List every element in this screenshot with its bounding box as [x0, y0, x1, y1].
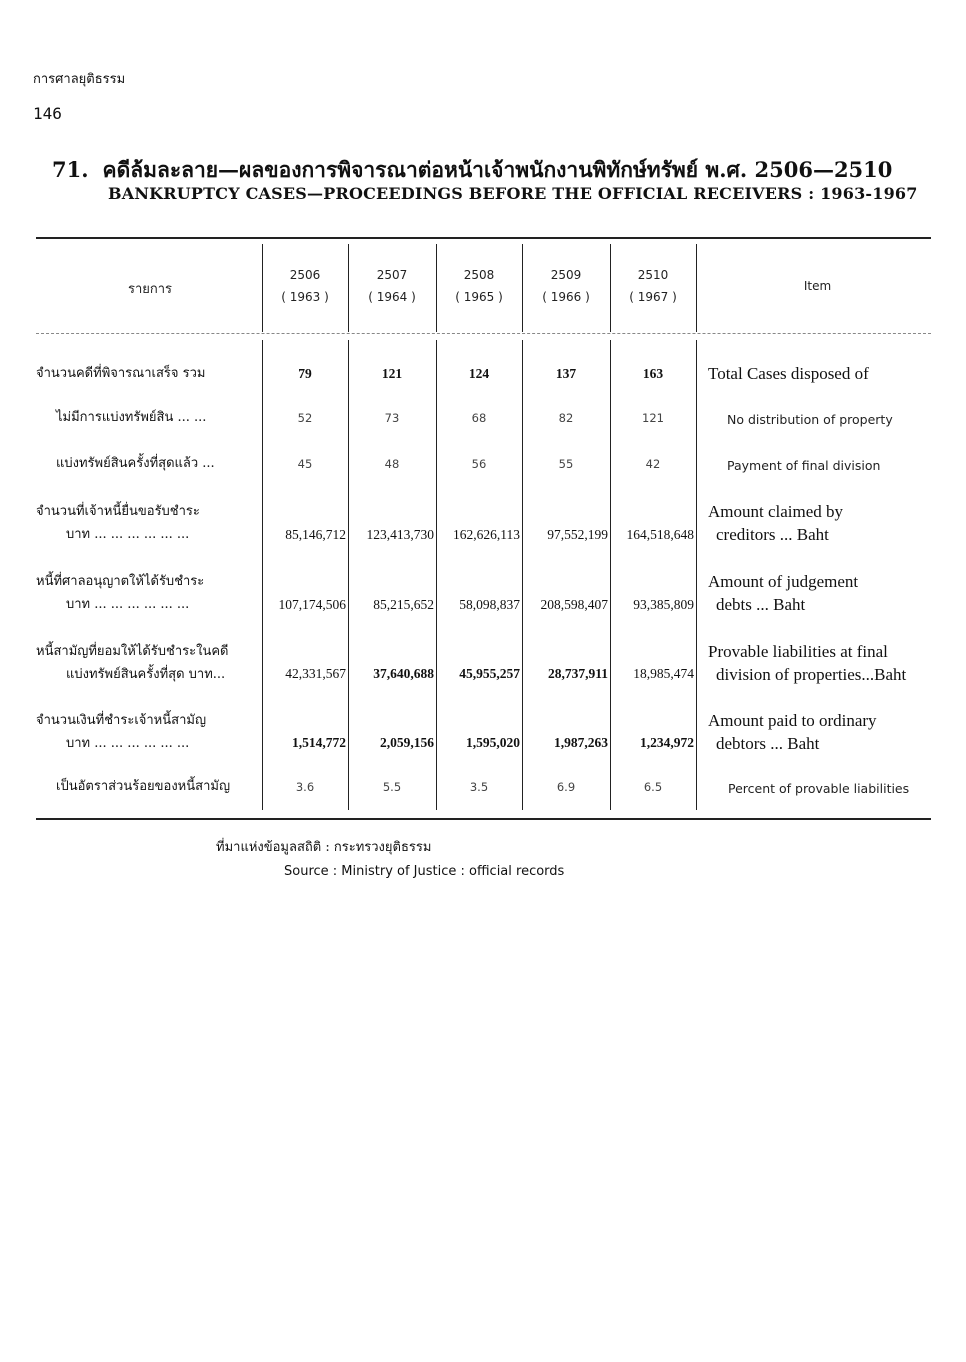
table-cell: 5.5 [382, 780, 402, 794]
table-top-rule [36, 237, 931, 239]
year-ce: ( 1965 ) [455, 290, 503, 304]
row-label-english: Payment of final division [727, 458, 881, 473]
year-be: 2507 [376, 268, 408, 282]
col-divider [696, 244, 697, 332]
header-divider [36, 333, 931, 334]
table-cell: 42,331,567 [285, 666, 346, 681]
table-cell: 3.5 [469, 780, 489, 794]
table-cell: 28,737,911 [547, 666, 608, 681]
table-cell: 48 [384, 457, 400, 471]
table-title-thai [52, 154, 892, 187]
table-cell: 42 [645, 457, 661, 471]
year-ce: ( 1964 ) [368, 290, 416, 304]
row-label-thai: หนี้ที่ศาลอนุญาตให้ได้รับชำระ บาท ... ... ... ... ... ... [36, 574, 205, 612]
table-cell: 6.9 [556, 780, 576, 794]
source-english: Source : Ministry of Justice : official records [284, 864, 565, 879]
row-label-english: Percent of provable liabilities [728, 781, 910, 796]
table-cell: 52 [297, 411, 313, 425]
row-label-thai: จำนวนเงินที่ชำระเจ้าหนี้สามัญ บาท ... ... ... ... ... ... [36, 713, 207, 751]
table-cell: 162,626,113 [453, 527, 520, 542]
table-cell: 55 [558, 457, 574, 471]
table-cell: 97,552,199 [547, 527, 608, 542]
item-thai-header: รายการ [127, 282, 173, 297]
row-label-thai: แบ่งทรัพย์สินครั้งที่สุดแล้ว ... [56, 456, 215, 471]
year-header [436, 268, 522, 304]
table-number: 71. [52, 157, 89, 182]
table-cell: 121 [642, 411, 664, 425]
table-cell: 68 [471, 411, 487, 425]
table-cell: 45 [297, 457, 313, 471]
col-divider [696, 340, 697, 810]
year-header [522, 268, 610, 304]
item-english-header: Item [803, 279, 832, 293]
table-title-english: BANKRUPTCY CASES—PROCEEDINGS BEFORE THE OFFICIAL RECEIVERS : 1963-1967 [108, 184, 918, 203]
row-label-thai: ไม่มีการแบ่งทรัพย์สิน ... ... [56, 410, 207, 425]
table-cell: 85,146,712 [285, 527, 346, 542]
table-cell: 58,098,837 [459, 597, 520, 612]
year-header [262, 268, 348, 304]
table-cell: 137 [555, 366, 577, 381]
table-cell: 56 [471, 457, 487, 471]
year-ce: ( 1966 ) [542, 290, 590, 304]
row-label-thai: หนี้สามัญที่ยอมให้ได้รับชำระในคดี แบ่งทรัพย์สินครั้งที่สุด บาท... [36, 644, 229, 682]
row-label-thai: จำนวนที่เจ้าหนี้ยื่นขอรับชำระ บาท ... ... ... ... ... ... [36, 504, 200, 542]
table-cell: 93,385,809 [633, 597, 694, 612]
year-header [348, 268, 436, 304]
table-cell: 37,640,688 [373, 666, 434, 681]
year-be: 2509 [550, 268, 582, 282]
table-cell: 208,598,407 [540, 597, 608, 612]
title-thai-text: คดีล้มละลาย—ผลของการพิจารณาต่อหน้าเจ้าพนักงานพิทักษ์ทรัพย์ พ.ศ. 2506—2510 [102, 157, 893, 182]
year-be: 2510 [637, 268, 669, 282]
year-be: 2508 [463, 268, 495, 282]
source-thai: ที่มาแห่งข้อมูลสถิติ : กระทรวงยุติธรรม [216, 840, 432, 855]
table-cell: 6.5 [643, 780, 663, 794]
year-ce: ( 1963 ) [281, 290, 329, 304]
row-label-english: Amount claimed by creditors ... Baht [708, 502, 844, 544]
year-be: 2506 [289, 268, 321, 282]
table-cell: 163 [642, 366, 664, 381]
year-header [610, 268, 696, 304]
row-label-english: Amount paid to ordinary debtors ... Baht [708, 711, 877, 753]
table-cell: 123,413,730 [366, 527, 434, 542]
row-label-english: Amount of judgement debts ... Baht [708, 572, 859, 614]
table-cell: 107,174,506 [278, 597, 346, 612]
section-header: การศาลยุติธรรม [33, 72, 126, 87]
table-bottom-rule [36, 818, 931, 820]
table-cell: 1,595,020 [466, 735, 520, 750]
row-label-english: Provable liabilities at final division of properties...Baht [708, 642, 907, 684]
table-cell: 45,955,257 [459, 666, 520, 681]
table-cell: 2,059,156 [380, 735, 434, 750]
table-cell: 1,514,772 [292, 735, 346, 750]
year-ce: ( 1967 ) [629, 290, 677, 304]
row-label-thai: เป็นอัตราส่วนร้อยของหนี้สามัญ [56, 779, 231, 794]
table-cell: 1,234,972 [640, 735, 694, 750]
table-cell: 82 [558, 411, 574, 425]
row-label-english: Total Cases disposed of [708, 364, 869, 383]
table-cell: 73 [384, 411, 400, 425]
table-cell: 3.6 [295, 780, 315, 794]
table-cell: 124 [468, 366, 490, 381]
table-cell: 1,987,263 [554, 735, 608, 750]
table-cell: 79 [298, 366, 312, 381]
table-cell: 85,215,652 [373, 597, 434, 612]
table-cell: 121 [381, 366, 403, 381]
page-number: 146 [33, 104, 62, 123]
table-cell: 164,518,648 [626, 527, 694, 542]
row-label-english: No distribution of property [727, 412, 893, 427]
table-cell: 18,985,474 [633, 666, 694, 681]
row-label-thai: จำนวนคดีที่พิจารณาเสร็จ รวม [36, 366, 206, 381]
